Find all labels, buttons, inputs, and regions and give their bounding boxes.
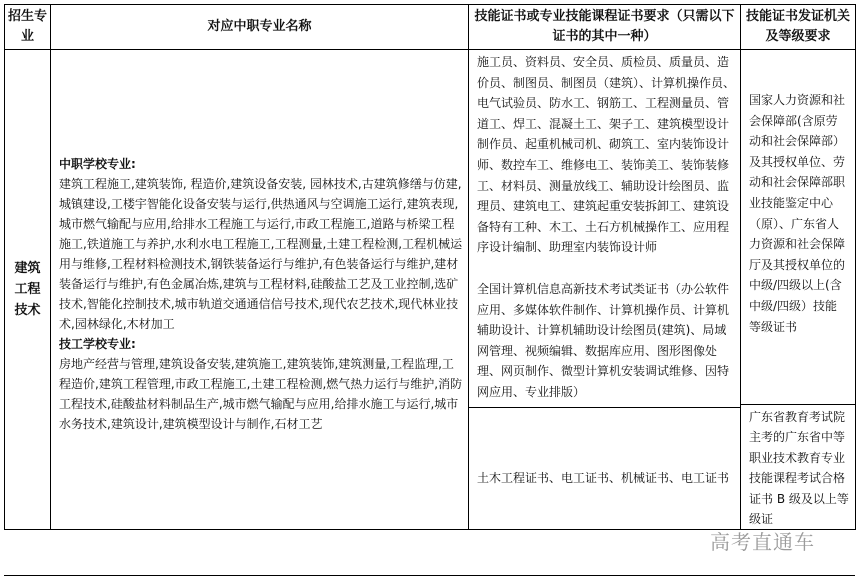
trade-certificates: 施工员、资料员、安全员、质检员、质量员、造价员、制图员、制图员（建筑）、计算机操作员、电气试验员、防水工、钢筋工、工程测量员、管道工、焊工、混凝土工、架子工、建筑模型设计制作员、起重机械司机、砌筑工、室内装饰设计师、数控车工、维修电工、装饰美工、装饰装修工、材料员、测量放线工、辅助设计绘图员、监理员、建筑电工、建筑起重安装拆卸工、建筑设备特有工种、木工、土石方机械操作工、应用程序设计编制、助理室内装饰设计师 [477,55,736,255]
header-certificate-requirement: 技能证书或专业技能课程证书要求（只需以下证书的其中一种） [469,5,741,50]
header-major: 招生专业 [5,5,51,50]
watermark: 高考直通车 [710,530,815,554]
course-certificates: 土木工程证书、电工证书、机械证书、电工证书 [477,471,730,485]
course-certificate-block [469,408,740,489]
table-row [5,50,856,530]
header-issuer-level: 技能证书发证机关及等级要求 [741,5,856,50]
certificate-cell [469,50,741,530]
course-issuer-text: 广东省教育考试院主考的广东省中等职业技术教育专业技能课程考试合格证书 B 级及以上等级证 [749,410,849,527]
table-header-row [5,5,856,50]
admission-requirements-table [4,4,856,530]
skill-issuer-text: 国家人力资源和社会保障部(含原劳动和社会保障部）及其授权单位、劳动和社会保障部职业技能鉴定中心（原）、广东省人力资源和社会保障厅及其授权单位的中级/四级以上(含中级/四级）技能等级证书 [741,50,855,405]
program-names-cell [51,50,469,530]
issuer-cell [741,50,856,530]
computer-certificates: 全国计算机信息高新技术考试类证书（办公软件应用、多媒体软件制作、计算机操作员、计算机辅助设计、计算机辅助设计绘图员(建筑)、局域网管理、视频编辑、数据库应用、图形图像处理、网页制作、微型计算机安装调试维修、因特网应用、专业排版） [477,281,730,399]
header-program-names: 对应中职专业名称 [51,5,469,50]
skill-certificate-block [469,50,740,408]
secondary-school-heading: 中职学校专业: [59,157,136,171]
major-name-line: 建筑 [14,261,41,277]
secondary-school-programs: 建筑工程施工,建筑装饰, 程造价,建筑设备安装, 园林技术,古建筑修缮与仿建,城镇建设,工楼宇智能化设备安装与运行,供热通风与空调施工运行,建筑表现,城市燃气输配与应用,给排水工程施工与运行,市政工程施工,道路与桥梁工程施工,铁道施工与养护,水利水电工程施工,工程测量,土建工程检测,工程机械运用与维修,工程材料检测技术,钢铁装备运行与维护,有色装备运行与维护,建材装备运行与维护,有色金属冶炼,建筑与工程材料,硅酸盐工艺及工业控制,选矿技术,智能化控制技术,城市轨道交通通信信号技术,现代农艺技术,现代林业技术,园林绿化,木材加工 [59,177,463,331]
major-name-line: 技术 [14,303,41,319]
major-name-line: 工程 [14,282,41,298]
technical-school-heading: 技工学校专业: [59,337,136,351]
major-name-cell [5,50,51,530]
technical-school-programs: 房地产经营与管理,建筑设备安装,建筑施工,建筑装饰,建筑测量,工程监理,工程造价,建筑工程管理,市政工程施工,土建工程检测,燃气热力运行与维护,消防工程技术,硅酸盐材料制品生产,城市燃气输配与应用,给排水施工与运行,城市水务技术,建筑设计,建筑模型设计与制作,石材工艺 [59,357,463,431]
table-bottom-rule [4,575,855,576]
